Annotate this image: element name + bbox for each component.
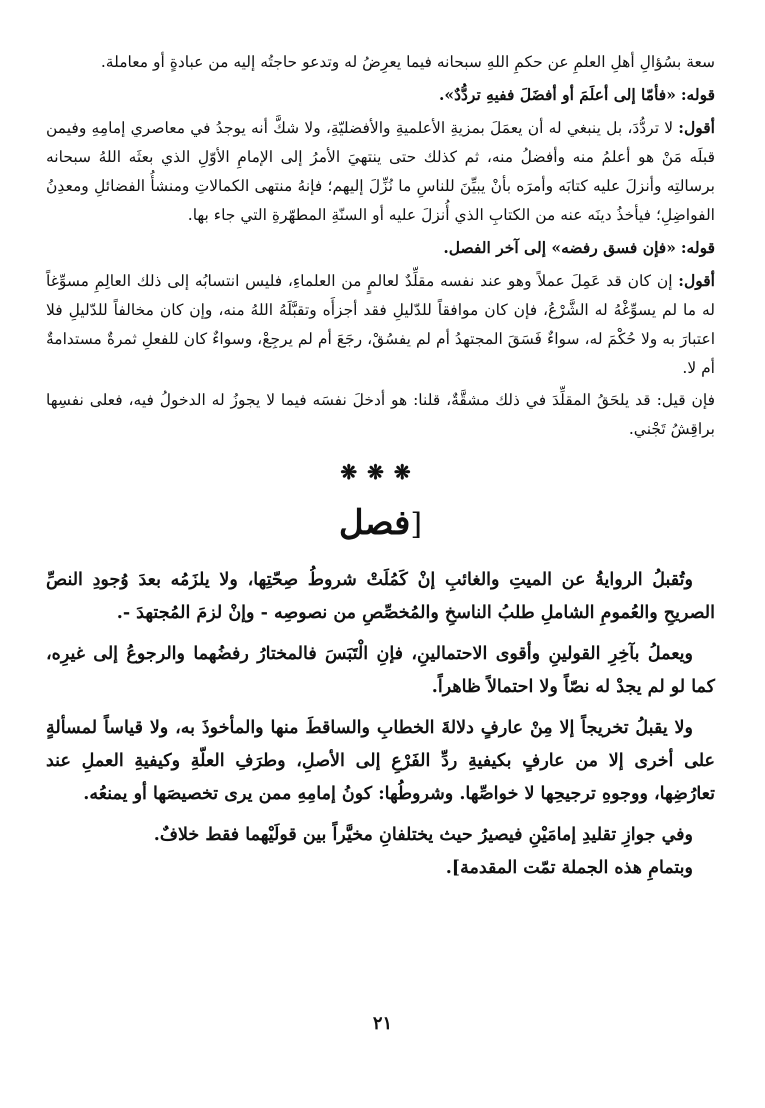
main-text-section	[46, 564, 715, 885]
quote-text: «فأمّا إلى أعلَمَ أو أفضَلَ ففيهِ تردُّدٌ».	[439, 85, 676, 104]
quote-text: «فإن فسق رفضه» إلى آخر الفصل.	[443, 238, 676, 257]
answer-paragraph	[46, 113, 715, 230]
page-number: ٢١	[372, 1013, 393, 1034]
commentary-section	[46, 48, 715, 444]
quote-paragraph	[46, 80, 715, 110]
commentary-paragraph: فإن قيل: قد يلحَقُ المقلِّدَ في ذلك مشقَّةٌ، قلنا: هو أدخلَ نفسَه فيما لا يجوزُ له الدخولُ فيه، فعلى نفسِها براقِشُ تَجْني.	[46, 391, 715, 438]
section-heading	[46, 498, 715, 550]
heading-bracket-open: [	[410, 507, 423, 542]
main-paragraph: وتُقبلُ الروايةُ عن الميتِ والغائبِ إنْ كَمُلَتْ شروطُ صِحّتِها، ولا يلزَمُه بعدَ وُجودِ النصِّ الصريحِ والعُمومِ الشاملِ طلبُ الناسخِ والمُخصِّصِ من نصوصِه - وإنْ لزمَ المُجتهدَ -.	[46, 570, 715, 623]
main-paragraph: وبتمامِ هذه الجملة تمّت المقدمة].	[445, 858, 693, 878]
answer-text: إن كان قد عَمِلَ عملاً وهو عند نفسه مقلِّدٌ لعالمٍ من العلماءِ، فليس انتسابُه إلى ذلك العالِمِ مسوِّغاً له ما لم يسوِّغْهُ له الشَّرْعُ، فإن كان موافقاً للدّليلِ فقد أجزأَه وتقبَّلَهُ اللهُ منه، وإن كان مخالفاً للدّليلِ فلا اعتبارَ به ولا حُكْمَ له، سواءٌ فَسَقَ المجتهدُ أم لم يفسُقْ، رجَعَ أم لم يرجِعْ، وسواءٌ كان للفعلِ ثمرةٌ مستدامةٌ أم لا.	[46, 272, 715, 377]
quote-paragraph	[46, 233, 715, 263]
main-paragraph: ويعملُ بآخِرِ القولينِ وأقوى الاحتمالينِ، فإنِ الْتَبَسَ فالمختارُ رفضُهما والرجوعُ إلى غيرِه، كما لو لم يجدْ له نصّاً ولا احتمالاً ظاهراً.	[46, 644, 715, 697]
answer-lead: أقول:	[678, 271, 715, 290]
quote-lead: قوله:	[680, 85, 715, 104]
main-paragraph: وفي جوازِ تقليدِ إمامَيْنِ فيصيرُ حيث يختلفانِ مخيَّراً بين قولَيْهما فقط خلافٌ.	[153, 825, 693, 845]
commentary-paragraph: سعة بسُؤالِ أهلِ العلمِ عن حكمِ اللهِ سبحانه فيما يعرِضُ له وتدعو حاجتُه إليه من عبادةٍ أو معاملة.	[100, 53, 715, 71]
answer-text: لا تردُّدَ، بل ينبغي له أن يعمَلَ بمزيةِ الأعلميةِ والأفضليّةِ، ولا شكَّ أنه يوجدُ في معاصري إمامِهِ وفيمن قبلَه مَنْ هو أعلمُ منه وأفضلُ منه، ثم كذلك حتى ينتهيَ الأمرُ إلى الإمامِ الأوّلِ الذي بعثَه اللهُ سبحانه برسالتِه وأنزلَ عليه كتابَه وأمرَه بأنْ يبيِّنَ للناسِ ما نُزِّلَ إليهم؛ فإنهُ منتهى الكمالاتِ ومنشأُ الفضائلِ ومعدِنُ الفواضِلِ؛ فيأخذُ دينَه عنه من الكتابِ الذي أُنزلَ عليه أو السنّةِ المطهّرةِ التي جاء بها.	[46, 119, 715, 224]
main-paragraph: ولا يقبلُ تخريجاً إلا مِنْ عارفٍ دلالةَ الخطابِ والساقطَ منها والمأخوذَ به، ولا قياساً لمسألةٍ على أخرى إلا من عارفٍ بكيفيةِ ردِّ الفَرْعِ إلى الأصلِ، وطرَفِ العلّةِ وكيفيةِ العملِ عند تعارُضِها، ووجوهِ ترجيحِها لا خواصِّها. وشروطُها: كونُ إمامِهِ ممن يرى تخصيصَها أو يمنعُه.	[46, 718, 715, 804]
quote-lead: قوله:	[680, 238, 715, 257]
separator-ornament: ❋❋❋	[340, 460, 421, 484]
heading-title: فصل	[338, 503, 411, 543]
answer-paragraph	[46, 266, 715, 383]
answer-lead: أقول:	[678, 118, 715, 137]
